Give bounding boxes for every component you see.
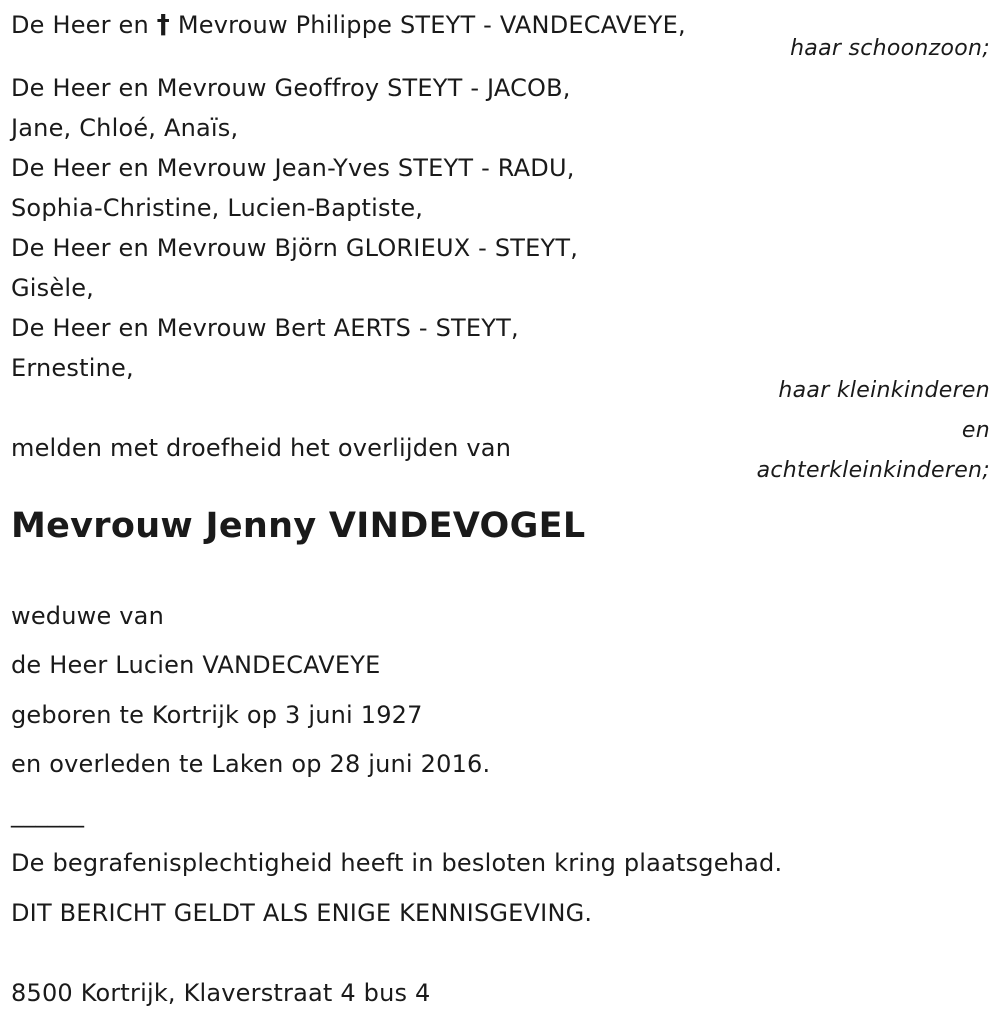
role-grandchildren: haar kleinkinderen — [778, 378, 990, 403]
detail-line: en overleden te Laken op 28 juni 2016. — [11, 750, 491, 778]
family-line: De Heer en Mevrouw Björn GLORIEUX - STEYT, — [11, 234, 579, 262]
role-and: en — [961, 418, 990, 443]
family-line: Ernestine, — [11, 354, 134, 382]
deceased-name: Mevrouw Jenny VINDEVOGEL — [11, 506, 586, 546]
separator: ______ — [11, 800, 85, 828]
funeral-note: De begrafenisplechtigheid heeft in besloten kring plaatsgehad. — [11, 849, 783, 877]
family-line-1 — [11, 10, 686, 40]
family-line: Gisèle, — [11, 274, 94, 302]
detail-line: de Heer Lucien VANDECAVEYE — [11, 651, 381, 679]
family-line: De Heer en Mevrouw Bert AERTS - STEYT, — [11, 314, 519, 342]
family-line: Sophia-Christine, Lucien-Baptiste, — [11, 194, 424, 222]
address: 8500 Kortrijk, Klaverstraat 4 bus 4 — [11, 979, 431, 1007]
notice: DIT BERICHT GELDT ALS ENIGE KENNISGEVING. — [11, 899, 593, 927]
role-son-in-law: haar schoonzoon; — [790, 36, 990, 61]
family-line-1-prefix: De Heer en — [11, 11, 149, 39]
role-great-grandchildren: achterkleinkinderen; — [756, 458, 990, 483]
family-line: Jane, Chloé, Anaïs, — [11, 114, 239, 142]
announcement-text: melden met droefheid het overlijden van — [11, 434, 512, 462]
cross-icon: † — [156, 10, 170, 40]
family-line-1-name: Mevrouw Philippe STEYT - VANDECAVEYE, — [177, 11, 686, 39]
family-line: De Heer en Mevrouw Geoffroy STEYT - JACOB, — [11, 74, 571, 102]
family-line: De Heer en Mevrouw Jean-Yves STEYT - RADU, — [11, 154, 575, 182]
detail-line: geboren te Kortrijk op 3 juni 1927 — [11, 701, 423, 729]
detail-line: weduwe van — [11, 602, 164, 630]
